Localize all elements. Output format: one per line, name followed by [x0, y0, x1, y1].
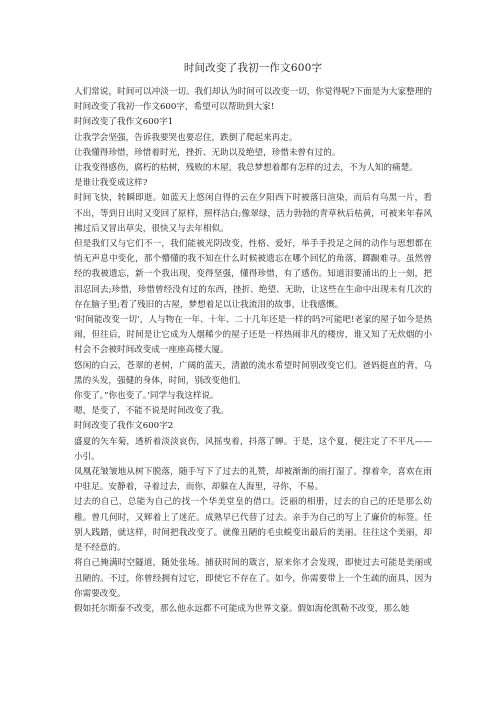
paragraph: 假如托尔斯泰不改变，那么他永远都不可能成为世界文豪。假如海伦凯勒不改变，那么她 [74, 603, 410, 614]
section-heading-2: 时间改变了我作文600字2 [74, 421, 174, 432]
document-title: 时间改变了我初一作文600字 [183, 62, 323, 74]
paragraph: 悠闲的白云，苍翠的老树，广阔的蓝天，清澈的流水希望时间别改变它们。爸妈挺直的背，乌黑的头发，强健的身体，时间，别改变他们。 [74, 360, 432, 386]
paragraph: 过去的自己，总能为自己的找一个华美堂皇的借口。泛丽的相册，过去的自己的还是那么幼稚。曾几何时，又辉着上了迷茫。成熟早已代替了过去。亲手为自己的写上了廉价的标签。任别人践踏，就这样，时间把我改变了。就像丑陋的毛虫蜕变出最后的美丽。往往这个美丽，却是不经意的。 [74, 497, 432, 554]
paragraph: 让我变得感伤，腐朽的枯树，残败的木屋，我总梦想着都有怎样的过去，不为人知的痛楚。 [74, 163, 418, 174]
intro-paragraph: 人们常说，时间可以冲淡一切。我们却认为时间可以改变一切，你觉得呢?下面是为大家整理的时间改变了我初一作文600字，希望可以帮助到大家! [74, 87, 432, 113]
paragraph: 让我懂得珍惜，珍惜着时光，挫折、无助以及绝望，珍惜未曾有过的。 [74, 147, 341, 158]
paragraph: 但是我们又与它们不一，我们能被光阴改变，性格、爱好，举手手投足之间的动作与思想都在悄无声息中变化，那个懵懂的我不知在什么时候被遗忘在哪个回忆的角落，踯蹰难寻。虽然曾经的我被遗忘，新一个我出现，变得坚强，懂得珍惜，有了感伤。知道泪要涌出的上一刻，把泪忍回去;珍惜，珍惜曾经没有过的东西，挫折、绝望、无助，让这些在生命中出现未有几次的存在脑子里;看了残旧的古屋，梦想着足以让我流泪的故事，让我感慨。 [74, 239, 432, 310]
paragraph: 你变了。”你也变了。’同学与我这样说。 [74, 391, 219, 402]
paragraph: 让我学会坚强，告诉我要哭也要忍住，跌倒了爬起来再走。 [74, 132, 298, 143]
section-heading-1: 时间改变了我作文600字1 [74, 117, 174, 128]
paragraph: 是谁让我变成这样? [74, 178, 148, 189]
paragraph: ‘时间能改变一切’，人与物在一年、十年、二十几年还是一样的吗?可能吧!老家的屋子如今是热闹，但往后，时间是让它成为人烟稀少的屋子还是一样热闹非凡的楼房，谁又知了无炊烟的小村会不会被时间改变成一座座高楼大厦。 [74, 315, 432, 356]
paragraph: 时间飞快，转瞬即逝。如蓝天上悠闲自得的云在夕阳西下时被落日渲染，而后有乌黑一片，看不出，等到日出时又变回了原样，照样洁白;像翠绿，活力勃勃的青草秋后枯黄，可被来年春风拂过后又冒出草尖，很快又与去年相似。 [74, 193, 432, 234]
paragraph: 盛夏的矢车菊，透析着淡淡哀伤，风摇曳着，抖落了蝉。于是，这个夏，便注定了不平凡——小引。 [74, 436, 432, 462]
paragraph: 凤凰花皱皱地从树下脱落，随手写下了过去的礼赞，却被渐渐的雨打湿了。撑着伞，喜欢在雨中驻足。安静着，寻着过去，而你，却躲在人海里，寻你，不易。 [74, 467, 432, 493]
paragraph: 将自己掩满时空隧道，随处张场。捕获时间的箴言，原来你才会发现，即使过去可能是美丽或丑陋的。不过，你曾经拥有过它，即使它不存在了。如今，你需要带上一个生疏的面具，因为你需要改变。 [74, 558, 432, 599]
paragraph: 嗯，是变了，不能不说是时间改变了我。 [74, 406, 229, 417]
